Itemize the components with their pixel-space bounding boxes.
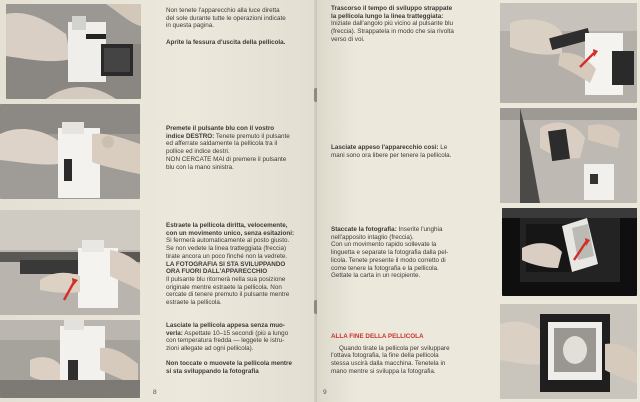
text-line: mano mentre si sviluppa la fotografia.: [331, 367, 436, 375]
left-page: [0, 0, 317, 402]
text-line: nell'apposito intaglio (freccia).: [331, 233, 414, 241]
text-line: licola. Tenete presente il modo corretto di: [331, 256, 446, 264]
text-line: del sole durante tutte le operazioni indicate: [166, 14, 286, 22]
text-line: Il pulsante blu ritornerà nella sua posizione: [166, 275, 286, 283]
page-number: 8: [153, 389, 157, 396]
text-line: stessa uscirà dalla macchina. Tenetela in: [331, 360, 446, 368]
instruction-wait: [166, 322, 314, 375]
text-line: Gettate la carta in un recipiente.: [331, 272, 421, 280]
page-number: 9: [323, 389, 327, 396]
text-line: Si fermerà automaticamente al posto giusto.: [166, 237, 290, 245]
instruction-heading: ORA FUORI DALL'APPARECCHIO: [166, 268, 268, 276]
instruction-heading: con un movimento unico, senza esitazioni:: [166, 229, 295, 237]
text-line: Inserite l'unghia: [396, 226, 443, 233]
text-line: con temperatura fredda — leggete le istru-: [166, 337, 285, 345]
instruction-heading: Trascorso il tempo di sviluppo strappate: [331, 5, 453, 12]
text-line: come tenere la fotografia e la pellicola.: [331, 264, 439, 272]
photo-open-exit-slot: [6, 4, 141, 99]
instruction-heading: Lasciate la pellicola appesa senza muo-: [166, 322, 285, 329]
text-line: Le: [438, 144, 448, 151]
instruction-tear-film: [331, 5, 489, 44]
instruction-heading: Aprite la fessura d'uscita della pellicola.: [166, 39, 286, 47]
text-line: originale mentre estraete la pellicola. Non: [166, 283, 282, 291]
text-line: l'ottava fotografia, la fine della pellicola: [331, 352, 439, 360]
instruction-heading: Staccate la fotografia:: [331, 226, 397, 233]
text-line: tirate ancora un poco finché non la vedrete.: [166, 252, 288, 260]
instruction-pull-film: [166, 222, 314, 307]
text-line: Non tenete l'apparecchio alla luce diretta: [166, 7, 280, 14]
photo-end-of-film: [500, 304, 637, 399]
text-line: Aspettate 10–15 secondi (più a lungo: [182, 329, 289, 337]
photo-pull-film: [0, 210, 140, 315]
instruction-heading: si sta sviluppando la fotografia: [166, 367, 259, 375]
instruction-press-button: [166, 125, 314, 171]
text-line: pollice ed indice destri.: [166, 148, 230, 156]
photo-film-hanging: [0, 320, 140, 398]
text-line: (freccia). Strappatela in modo che sia rivolta: [331, 28, 454, 36]
text-line: Tenete premuto il pulsante: [214, 132, 290, 140]
text-line: in questa pagina.: [166, 22, 214, 30]
text-line: estraete la pellicola.: [166, 299, 222, 307]
instruction-heading: verla:: [166, 329, 183, 337]
instruction-heading: indice DESTRO:: [166, 132, 215, 140]
instruction-let-hang: [331, 144, 491, 159]
text-line: Quando tirate la pellicola per sviluppare: [339, 344, 450, 352]
photo-tear-film: [500, 3, 637, 103]
warning-line: blu con la mano sinistra.: [166, 163, 234, 171]
instruction-heading: la pellicola lungo la linea tratteggiata:: [331, 12, 444, 20]
photo-press-blue-button: [0, 104, 140, 199]
text-line: cercate di tenere premuto il pulsante mentre: [166, 291, 290, 299]
instruction-heading: Estraete la pellicola diritta, velocemente,: [166, 222, 288, 229]
instruction-open-slot: [166, 7, 314, 47]
right-page: [317, 0, 640, 402]
text-line: mani sono ora libere per tenere la pellicola.: [331, 151, 452, 159]
instruction-heading: Premete il pulsante blu con il vostro: [166, 125, 275, 132]
text-line: ed afferrate saldamente la pellicola tra il: [166, 140, 278, 148]
instruction-end-of-film: [331, 333, 491, 376]
instruction-heading: Lasciate appeso l'apparecchio così:: [331, 144, 439, 151]
warning-line: NON CERCATE MAI di premere il pulsante: [166, 155, 287, 163]
photo-camera-hanging: [500, 108, 637, 203]
text-line: verso di voi.: [331, 35, 365, 43]
instruction-heading: LA FOTOGRAFIA SI STA SVILUPPANDO: [166, 260, 286, 268]
text-line: Iniziate dall'angolo più vicino al pulsante blu: [331, 20, 453, 28]
instruction-heading: Non toccate o muovete la pellicola mentre: [166, 359, 292, 367]
text-line: Con un movimento rapido sollevate la: [331, 241, 437, 249]
instruction-peel-photo: [331, 226, 491, 280]
photo-peel-photo: [502, 208, 637, 296]
text-line: Se non vedete la linea tratteggiata (freccia): [166, 245, 287, 253]
text-line: zioni allegate ad ogni pellicola).: [166, 345, 254, 353]
section-heading: ALLA FINE DELLA PELLICOLA: [331, 333, 424, 340]
text-line: linguetta e separate la fotografia dalla pel-: [331, 249, 449, 257]
